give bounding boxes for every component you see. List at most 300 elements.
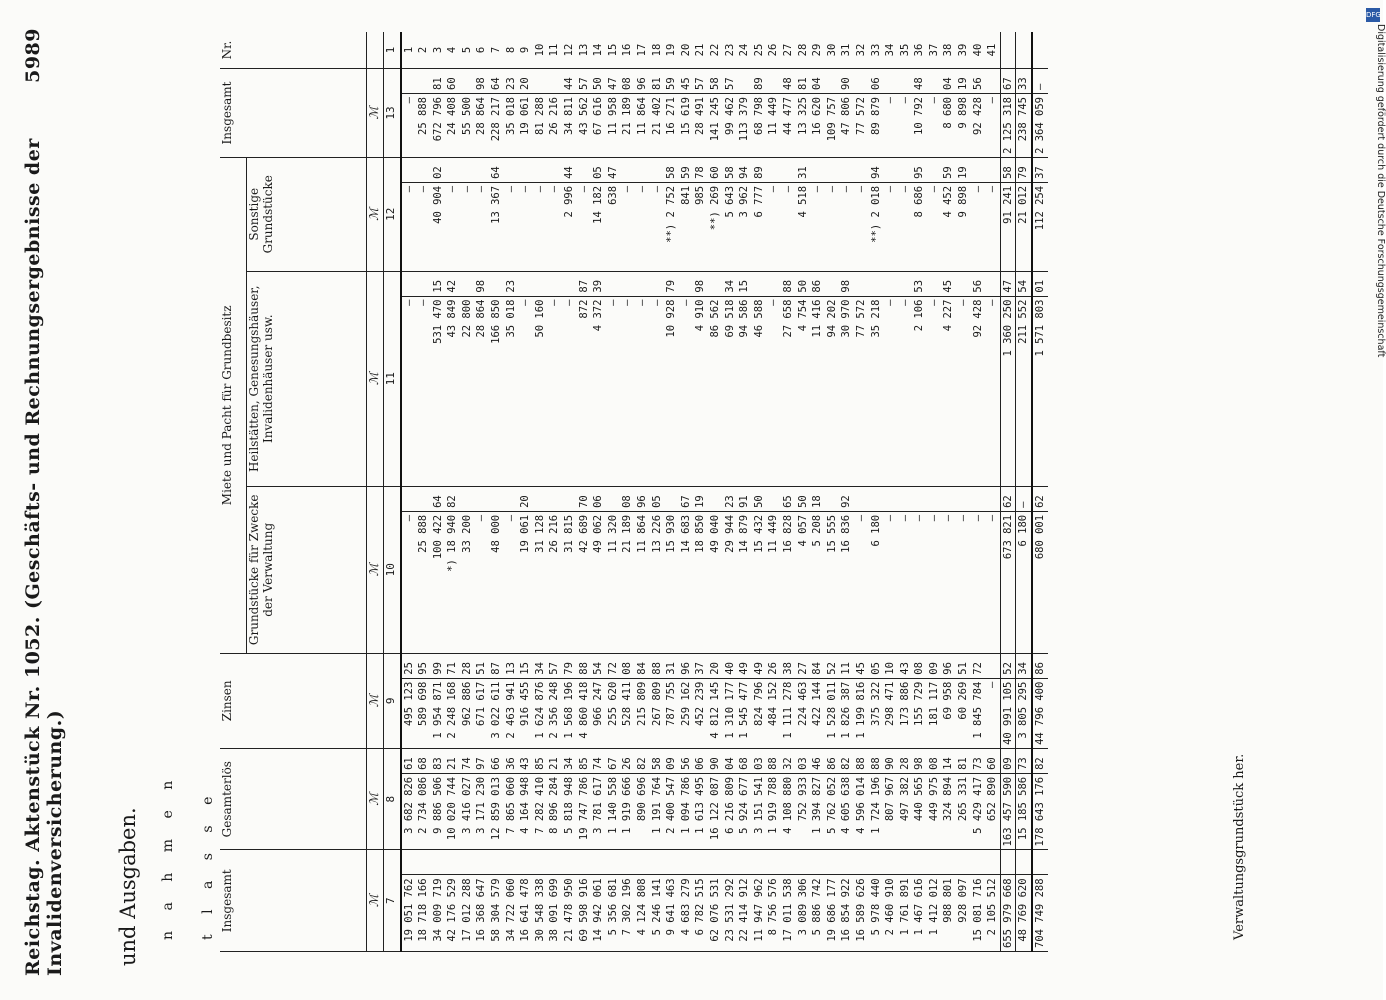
cell-c8: 3 151 541 xyxy=(752,773,767,850)
cell-pfennig: 60 xyxy=(445,69,460,94)
cell-c13: 25 888 xyxy=(416,94,431,158)
cell-pfennig: 03 xyxy=(796,748,811,773)
cell-c13: 67 616 xyxy=(591,94,606,158)
cell-c7: 928 097 xyxy=(956,875,971,952)
cell-pfennig: 09 xyxy=(1000,748,1016,773)
table-row xyxy=(533,32,548,952)
cell-c11: 28 864 xyxy=(474,296,489,486)
cell-pfennig: 73 xyxy=(971,748,986,773)
cell-c13: 11 958 xyxy=(606,94,621,158)
cell-pfennig: 64 xyxy=(489,157,504,182)
cell-c9: 528 411 xyxy=(620,678,635,748)
cell-c11: 4 754 xyxy=(796,296,811,486)
cell-c10: 15 930 xyxy=(664,511,679,653)
cell-c10: 19 061 xyxy=(518,511,533,653)
cell-c12: 638 xyxy=(606,182,621,271)
cell-nr: 20 xyxy=(679,32,694,69)
cell-c12: 14 182 xyxy=(591,182,606,271)
cell-pfennig: 20 xyxy=(518,69,533,94)
cell-pfennig xyxy=(752,271,767,296)
cell-c12: — xyxy=(883,182,898,271)
cell-pfennig: 28 xyxy=(460,653,475,678)
table-row xyxy=(1016,32,1032,952)
cell-pfennig xyxy=(869,271,884,296)
cell-pfennig: 11 xyxy=(839,653,854,678)
cell-pfennig xyxy=(533,157,548,182)
cell-pfennig: 88 xyxy=(854,748,869,773)
cell-pfennig: 58 xyxy=(1000,157,1016,182)
running-header xyxy=(20,20,66,980)
cell-pfennig xyxy=(898,486,913,511)
cell-c13: 28 491 xyxy=(693,94,708,158)
cell-pfennig: 96 xyxy=(635,69,650,94)
cell-c9: 1 568 196 xyxy=(562,678,577,748)
cell-nr: 34 xyxy=(883,32,898,69)
cell-c10: — xyxy=(912,511,927,653)
cell-pfennig: 68 xyxy=(737,748,752,773)
cell-pfennig: 79 xyxy=(562,653,577,678)
cell-pfennig: 02 xyxy=(431,157,446,182)
cell-pfennig xyxy=(941,850,956,875)
cell-pfennig xyxy=(1000,850,1016,875)
cell-c12: 9 898 xyxy=(956,182,971,271)
cell-pfennig: 83 xyxy=(431,748,446,773)
table-row xyxy=(912,32,927,952)
cell-pfennig xyxy=(825,271,840,296)
cell-pfennig: 23 xyxy=(504,271,519,296)
cell-pfennig xyxy=(708,850,723,875)
cell-c10: — xyxy=(898,511,913,653)
cell-pfennig xyxy=(927,486,942,511)
cell-c13: — xyxy=(883,94,898,158)
subtitle: und Ausgaben. xyxy=(116,807,140,966)
cell-pfennig: 01 xyxy=(1032,271,1048,296)
cell-c12: 2 996 xyxy=(562,182,577,271)
cell-pfennig: 82 xyxy=(839,748,854,773)
cell-pfennig xyxy=(985,850,1000,875)
cell-c8: 7 282 410 xyxy=(533,773,548,850)
table-row xyxy=(416,32,431,952)
cell-pfennig xyxy=(693,850,708,875)
cell-pfennig xyxy=(854,157,869,182)
table-row xyxy=(854,32,869,952)
cell-pfennig xyxy=(401,271,417,296)
cell-nr: 8 xyxy=(504,32,519,69)
cell-c13: 228 217 xyxy=(489,94,504,158)
cell-c10: 16 828 xyxy=(781,511,796,653)
cell-c13: — xyxy=(927,94,942,158)
cell-nr: 6 xyxy=(474,32,489,69)
cell-pfennig: 58 xyxy=(650,748,665,773)
table-row xyxy=(460,32,475,952)
cell-pfennig: 82 xyxy=(1032,748,1048,773)
cell-c13: 8 680 xyxy=(941,94,956,158)
cell-pfennig: 09 xyxy=(664,748,679,773)
cell-c11: 531 470 xyxy=(431,296,446,486)
cell-c9: 4 860 418 xyxy=(577,678,592,748)
cell-pfennig xyxy=(635,271,650,296)
cell-pfennig: 47 xyxy=(1000,271,1016,296)
cell-pfennig: 84 xyxy=(810,653,825,678)
table-row xyxy=(606,32,621,952)
table-row xyxy=(693,32,708,952)
cell-nr: 33 xyxy=(869,32,884,69)
cell-c12: — xyxy=(781,182,796,271)
cell-pfennig: 95 xyxy=(416,653,431,678)
cell-pfennig: 04 xyxy=(810,69,825,94)
cell-c7: 8 756 576 xyxy=(766,875,781,952)
cell-pfennig: 34 xyxy=(723,271,738,296)
cell-c13: 77 572 xyxy=(854,94,869,158)
cell-c9: 671 617 xyxy=(474,678,489,748)
cell-c11: — xyxy=(766,296,781,486)
cell-pfennig: 38 xyxy=(781,653,796,678)
cell-pfennig: 73 xyxy=(1016,748,1032,773)
cell-pfennig xyxy=(766,69,781,94)
cell-pfennig xyxy=(416,271,431,296)
cell-c12: 13 367 xyxy=(489,182,504,271)
cell-c13: 21 189 xyxy=(620,94,635,158)
cell-pfennig: — xyxy=(1032,69,1048,94)
cell-pfennig xyxy=(533,271,548,296)
cell-c12: — xyxy=(504,182,519,271)
cell-pfennig xyxy=(752,850,767,875)
cell-pfennig xyxy=(401,157,417,182)
cell-c10: 16 836 xyxy=(839,511,854,653)
cell-pfennig xyxy=(547,69,562,94)
cell-pfennig: 48 xyxy=(781,69,796,94)
cell-c11: 77 572 xyxy=(854,296,869,486)
cell-c9: 375 322 xyxy=(869,678,884,748)
cell-c13: 43 562 xyxy=(577,94,592,158)
table-row xyxy=(1032,32,1048,952)
cell-c12: — xyxy=(854,182,869,271)
cell-c7: 48 769 620 xyxy=(1016,875,1032,952)
cell-c7: 17 012 288 xyxy=(460,875,475,952)
cell-pfennig: 50 xyxy=(591,69,606,94)
cell-pfennig: 51 xyxy=(474,653,489,678)
cell-c7: 16 368 647 xyxy=(474,875,489,952)
cell-pfennig: 74 xyxy=(591,748,606,773)
column-number: 13 xyxy=(383,69,401,158)
cell-c12: — xyxy=(839,182,854,271)
cell-c13: 89 879 xyxy=(869,94,884,158)
cell-pfennig: 14 xyxy=(941,748,956,773)
table-row xyxy=(591,32,606,952)
cell-pfennig: 37 xyxy=(1032,157,1048,182)
cell-pfennig xyxy=(898,850,913,875)
cell-c12: — xyxy=(445,182,460,271)
cell-pfennig xyxy=(927,69,942,94)
table-row xyxy=(883,32,898,952)
cell-c9: 1 310 177 xyxy=(723,678,738,748)
cell-pfennig xyxy=(927,271,942,296)
cell-pfennig: 56 xyxy=(971,271,986,296)
cell-c13: 19 061 xyxy=(518,94,533,158)
cell-pfennig: 27 xyxy=(796,653,811,678)
cell-c11: 27 658 xyxy=(781,296,796,486)
cell-nr: 10 xyxy=(533,32,548,69)
cell-pfennig: 08 xyxy=(620,69,635,94)
cell-pfennig xyxy=(416,850,431,875)
cell-pfennig: 44 xyxy=(562,157,577,182)
cell-pfennig: 57 xyxy=(577,69,592,94)
cell-c7: 11 947 962 xyxy=(752,875,767,952)
cell-c7: 704 749 288 xyxy=(1032,875,1048,952)
cell-pfennig xyxy=(547,850,562,875)
cell-pfennig: 89 xyxy=(752,69,767,94)
cell-pfennig: 26 xyxy=(620,748,635,773)
cell-pfennig: 95 xyxy=(912,157,927,182)
cell-pfennig: 91 xyxy=(737,486,752,511)
cell-pfennig: 49 xyxy=(752,653,767,678)
dfg-credit-text: Digitalisierung gefördert durch die Deutsche Forschungsgemeinschaft xyxy=(1375,24,1386,358)
cell-pfennig: 87 xyxy=(577,271,592,296)
cell-pfennig: 87 xyxy=(489,653,504,678)
cell-pfennig: 59 xyxy=(664,69,679,94)
cell-c8: 19 747 786 xyxy=(577,773,592,850)
cell-pfennig xyxy=(474,157,489,182)
cell-c12: — xyxy=(985,182,1000,271)
cell-pfennig: 72 xyxy=(971,653,986,678)
cell-pfennig: 50 xyxy=(796,271,811,296)
header-title: Reichstag. Aktenstück Nr. 1052. (Geschäfts- und Rechnungsergebnisse der Invalidenversicherung.) xyxy=(22,138,66,976)
cell-c7: 38 091 699 xyxy=(547,875,562,952)
cell-c9: 181 117 xyxy=(927,678,942,748)
finance-table xyxy=(220,32,1048,952)
table-row xyxy=(562,32,577,952)
cell-c13: — xyxy=(401,94,417,158)
cell-c10: 6 180 xyxy=(1016,511,1032,653)
cell-c13: 34 811 xyxy=(562,94,577,158)
cell-pfennig xyxy=(854,850,869,875)
cell-pfennig: 50 xyxy=(752,486,767,511)
table-row xyxy=(839,32,854,952)
cell-c10: — xyxy=(971,511,986,653)
column-number: 9 xyxy=(383,653,401,748)
table-row xyxy=(474,32,489,952)
cell-c8: 16 122 087 xyxy=(708,773,723,850)
unit-label: ℳ xyxy=(366,653,383,748)
cell-pfennig: 45 xyxy=(679,69,694,94)
cell-c11: — xyxy=(956,296,971,486)
cell-pfennig: 51 xyxy=(956,653,971,678)
cell-c13: — xyxy=(985,94,1000,158)
column-number: 8 xyxy=(383,748,401,850)
cell-c9: 1 624 876 xyxy=(533,678,548,748)
cell-c8: 3 416 027 xyxy=(460,773,475,850)
cell-c11: 94 586 xyxy=(737,296,752,486)
cell-c9: 589 698 xyxy=(416,678,431,748)
cell-pfennig xyxy=(650,850,665,875)
cell-pfennig: 60 xyxy=(708,157,723,182)
cell-c11: 10 928 xyxy=(664,296,679,486)
cell-c12: — xyxy=(650,182,665,271)
cell-pfennig: 86 xyxy=(825,748,840,773)
cell-pfennig xyxy=(941,486,956,511)
col-head-nr: Nr. xyxy=(220,32,366,69)
cell-c8: 10 020 744 xyxy=(445,773,460,850)
cell-pfennig xyxy=(883,271,898,296)
group-head-miete: Miete und Pacht für Grundbesitz xyxy=(220,157,246,653)
cell-c7: 4 683 279 xyxy=(679,875,694,952)
cell-c12: — xyxy=(825,182,840,271)
cell-pfennig xyxy=(956,850,971,875)
cell-pfennig: 88 xyxy=(766,748,781,773)
table-row xyxy=(941,32,956,952)
cell-c12: 3 962 xyxy=(737,182,752,271)
cell-c13: 11 864 xyxy=(635,94,650,158)
cell-c12: — xyxy=(533,182,548,271)
cell-c7: 655 979 668 xyxy=(1000,875,1016,952)
cell-c11: — xyxy=(650,296,665,486)
cell-c10: — xyxy=(956,511,971,653)
cell-c8: 12 859 013 xyxy=(489,773,504,850)
cell-c13: 109 757 xyxy=(825,94,840,158)
cell-c11: — xyxy=(518,296,533,486)
cell-pfennig: — xyxy=(1016,486,1032,511)
cell-c11: — xyxy=(679,296,694,486)
cell-c8: 497 382 xyxy=(898,773,913,850)
cell-c10: 29 944 xyxy=(723,511,738,653)
table-row xyxy=(445,32,460,952)
cell-pfennig: 06 xyxy=(693,748,708,773)
cell-c8: 2 734 086 xyxy=(416,773,431,850)
cell-nr: 14 xyxy=(591,32,606,69)
cell-c10: — xyxy=(883,511,898,653)
cell-c12: — xyxy=(460,182,475,271)
cell-pfennig xyxy=(489,271,504,296)
cell-pfennig xyxy=(723,850,738,875)
cell-c9: 1 528 011 xyxy=(825,678,840,748)
cell-c11: — xyxy=(883,296,898,486)
cell-c12: — xyxy=(927,182,942,271)
cell-c8: 4 108 880 xyxy=(781,773,796,850)
cell-c11: — xyxy=(635,296,650,486)
cell-c7: 16 641 478 xyxy=(518,875,533,952)
table-row xyxy=(796,32,811,952)
cell-pfennig xyxy=(460,850,475,875)
cell-c12: 985 xyxy=(693,182,708,271)
cell-c7: 4 124 808 xyxy=(635,875,650,952)
unit-label: ℳ xyxy=(366,157,383,271)
unit-label: ℳ xyxy=(366,486,383,653)
cell-c9: 69 958 xyxy=(941,678,956,748)
cell-nr: 1 xyxy=(401,32,417,69)
cell-pfennig: 78 xyxy=(693,157,708,182)
dfg-credit xyxy=(1372,24,1386,404)
cell-pfennig xyxy=(650,157,665,182)
cell-pfennig: 05 xyxy=(591,157,606,182)
cell-pfennig: 08 xyxy=(620,653,635,678)
cell-c8: 1 140 558 xyxy=(606,773,621,850)
cell-pfennig: 34 xyxy=(533,653,548,678)
cell-nr: 38 xyxy=(941,32,956,69)
cell-nr: 9 xyxy=(518,32,533,69)
cell-c12: — xyxy=(971,182,986,271)
cell-nr: 5 xyxy=(460,32,475,69)
cell-c13: 9 898 xyxy=(956,94,971,158)
cell-pfennig xyxy=(533,850,548,875)
cell-nr: 15 xyxy=(606,32,621,69)
cell-pfennig: 81 xyxy=(796,69,811,94)
cell-c8: 1 094 786 xyxy=(679,773,694,850)
cell-c8: 5 818 948 xyxy=(562,773,577,850)
cell-nr: 3 xyxy=(431,32,446,69)
cell-pfennig xyxy=(854,69,869,94)
cell-pfennig: 56 xyxy=(679,748,694,773)
cell-pfennig: 71 xyxy=(445,653,460,678)
cell-pfennig: 90 xyxy=(708,748,723,773)
cell-pfennig xyxy=(912,486,927,511)
cell-pfennig: 08 xyxy=(912,653,927,678)
cell-pfennig: 59 xyxy=(941,157,956,182)
cell-pfennig: 58 xyxy=(664,157,679,182)
cell-c13: 16 271 xyxy=(664,94,679,158)
cell-c12: — xyxy=(518,182,533,271)
cell-pfennig: 34 xyxy=(562,748,577,773)
cell-c8: 1 394 827 xyxy=(810,773,825,850)
cell-c8: 4 596 014 xyxy=(854,773,869,850)
cell-pfennig xyxy=(1032,850,1048,875)
cell-c8: 2 400 547 xyxy=(664,773,679,850)
table-row xyxy=(810,32,825,952)
cell-c8: 9 886 506 xyxy=(431,773,446,850)
cell-c10: 31 815 xyxy=(562,511,577,653)
table-row xyxy=(927,32,942,952)
cell-c8: 178 643 176 xyxy=(1032,773,1048,850)
cell-pfennig: 88 xyxy=(869,748,884,773)
cell-pfennig: 96 xyxy=(941,653,956,678)
cell-c7: 15 081 716 xyxy=(971,875,986,952)
cell-pfennig xyxy=(606,486,621,511)
cell-pfennig: 88 xyxy=(650,653,665,678)
cell-pfennig: 21 xyxy=(445,748,460,773)
cell-c9: 787 755 xyxy=(664,678,679,748)
cell-c7: 34 009 719 xyxy=(431,875,446,952)
cell-c13: 2 364 059 xyxy=(1032,94,1048,158)
table-row xyxy=(825,32,840,952)
cell-c12: 6 777 xyxy=(752,182,767,271)
klasse-heading: t l a s s e xyxy=(200,788,216,940)
cell-c10: 14 683 xyxy=(679,511,694,653)
cell-pfennig xyxy=(854,271,869,296)
cell-c8: 5 429 417 xyxy=(971,773,986,850)
cell-nr: 36 xyxy=(912,32,927,69)
cell-c9: 155 729 xyxy=(912,678,927,748)
cell-c9: 2 463 941 xyxy=(504,678,519,748)
cell-pfennig xyxy=(708,486,723,511)
table-row xyxy=(489,32,504,952)
cell-c13: 10 792 xyxy=(912,94,927,158)
cell-nr: 16 xyxy=(620,32,635,69)
cell-c12: — xyxy=(416,182,431,271)
cell-c12: — xyxy=(577,182,592,271)
cell-c8: 440 565 xyxy=(912,773,927,850)
cell-pfennig: 52 xyxy=(825,653,840,678)
cell-nr xyxy=(1032,32,1048,69)
cell-c13: 672 796 xyxy=(431,94,446,158)
cell-pfennig xyxy=(474,850,489,875)
cell-c10: — xyxy=(401,511,417,653)
column-number: 1 xyxy=(383,32,401,69)
cell-c11: 69 518 xyxy=(723,296,738,486)
cell-pfennig xyxy=(883,69,898,94)
cell-pfennig: 04 xyxy=(941,69,956,94)
cell-c10: 11 864 xyxy=(635,511,650,653)
cell-pfennig: 67 xyxy=(1000,69,1016,94)
cell-nr: 7 xyxy=(489,32,504,69)
